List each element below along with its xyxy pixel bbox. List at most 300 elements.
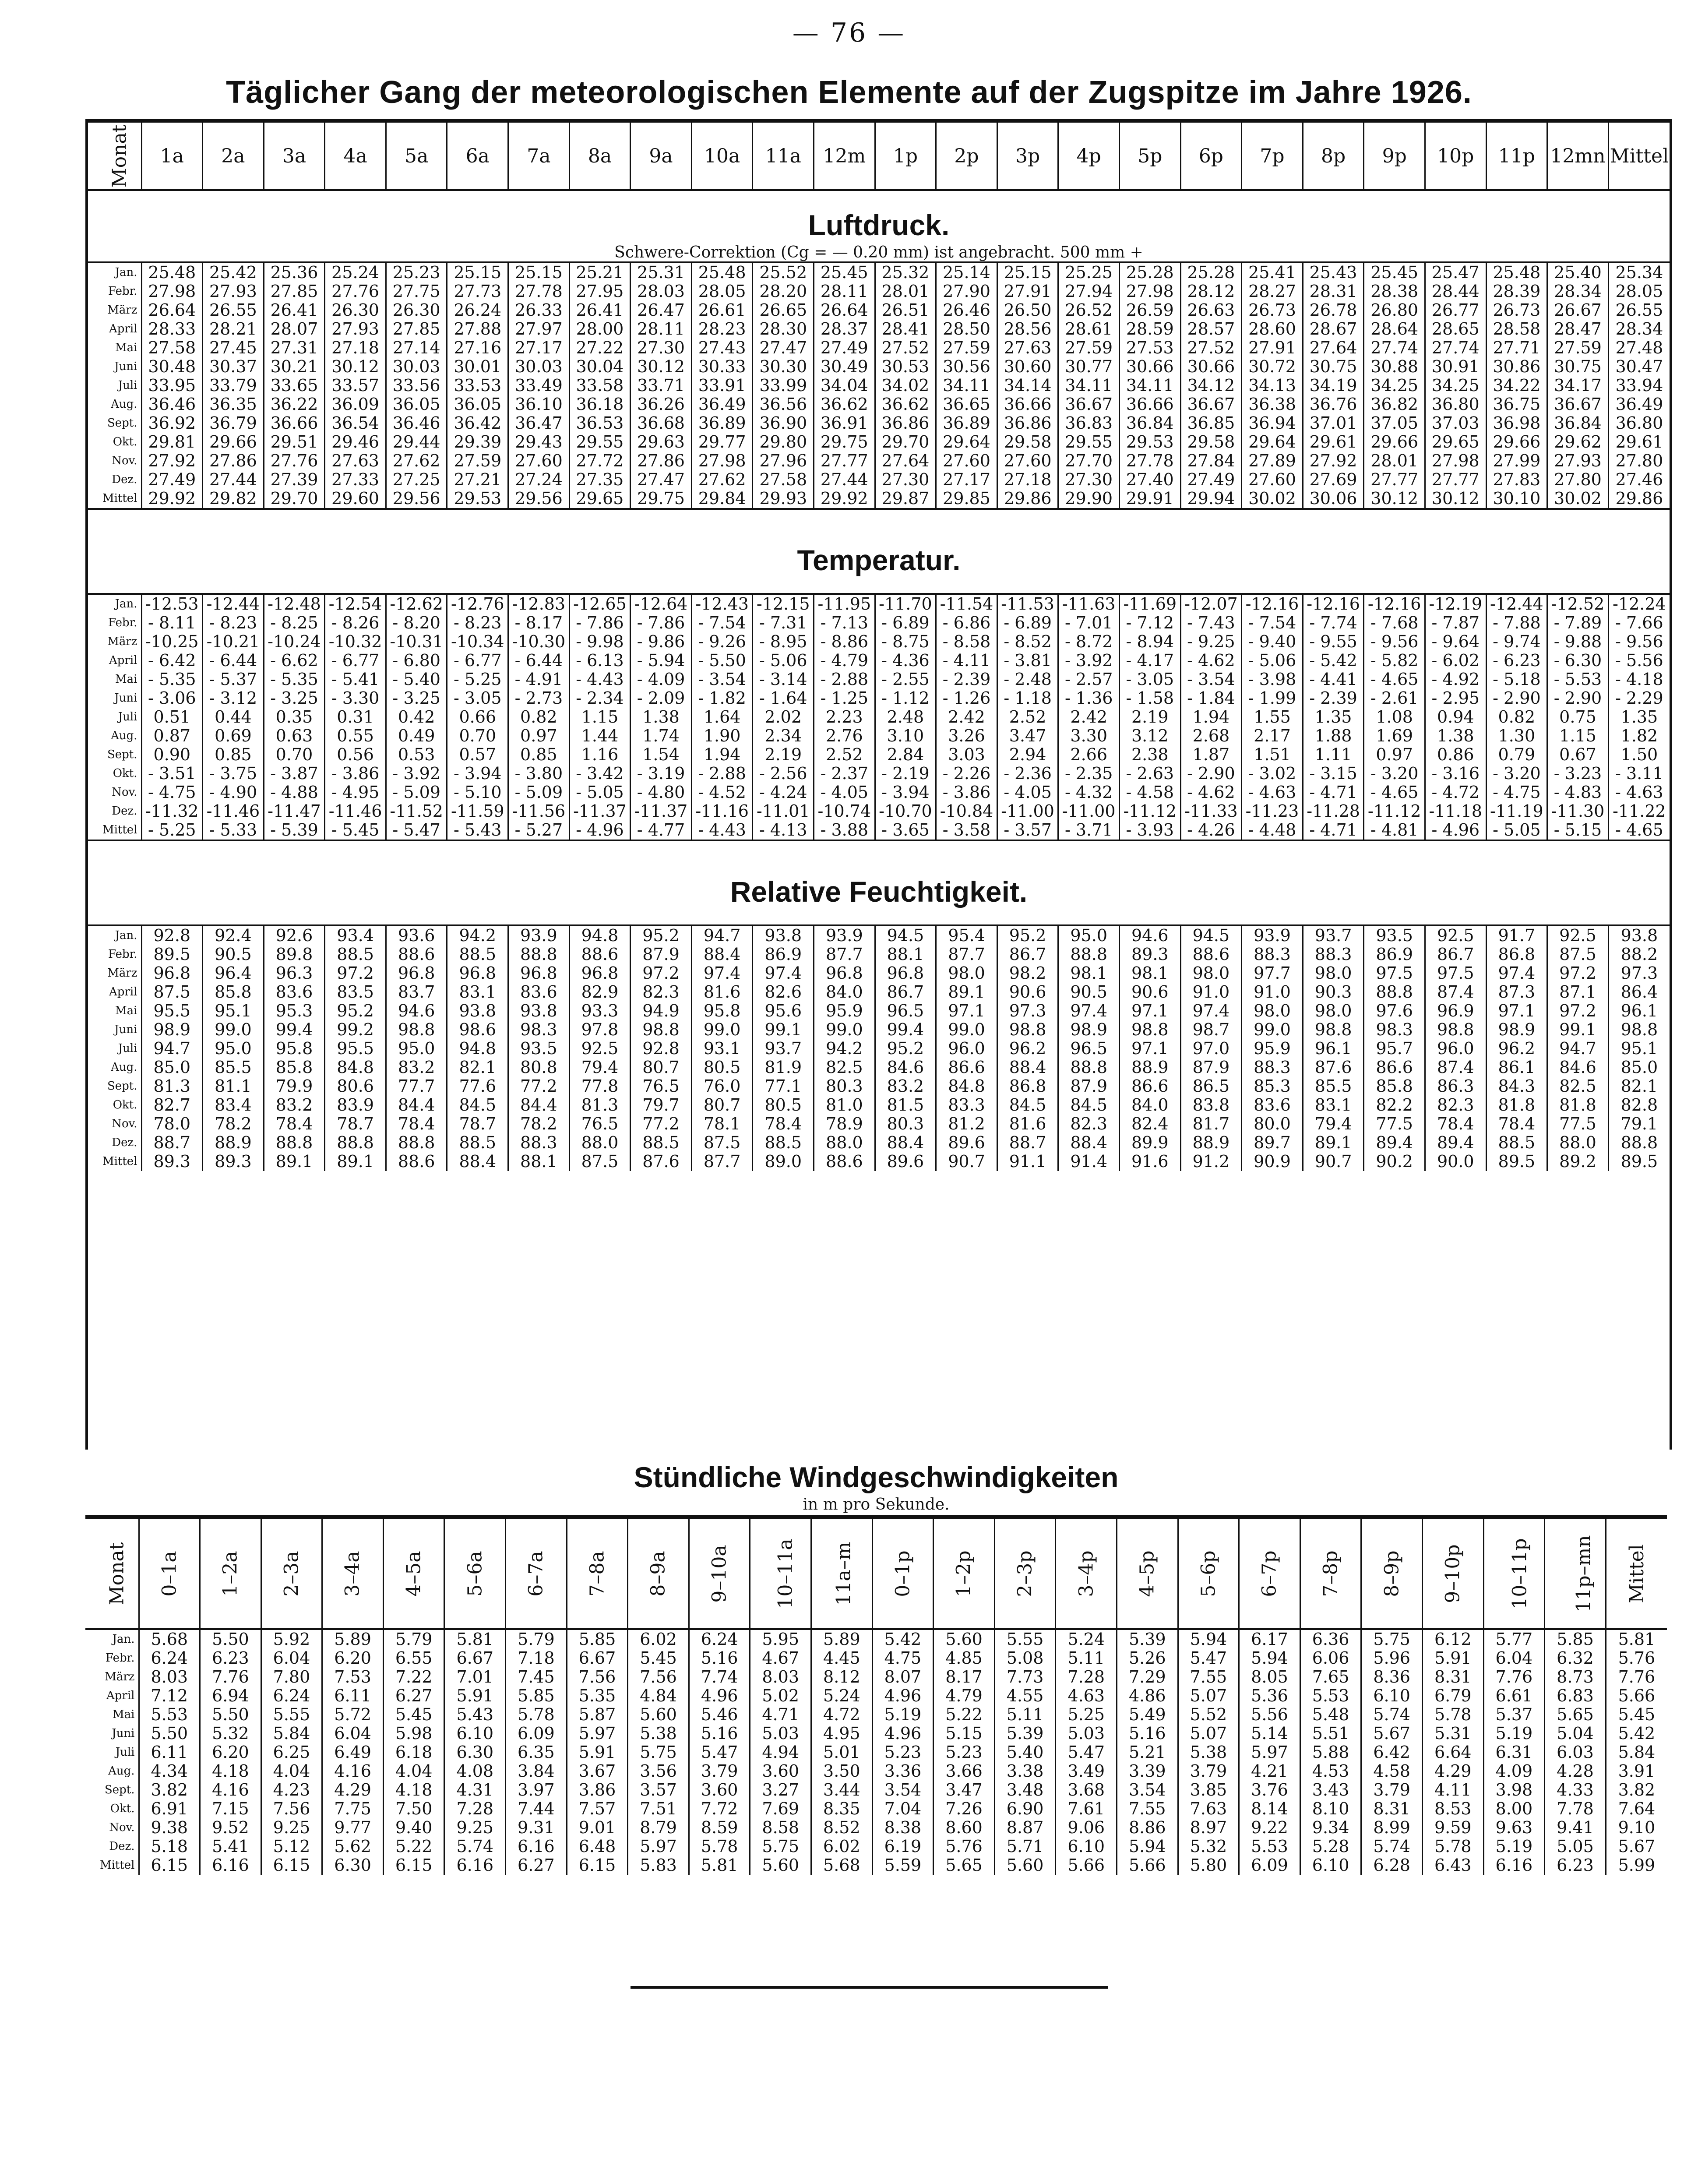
table-cell: 95.8 <box>691 1002 753 1020</box>
table-cell: 83.1 <box>1303 1096 1364 1115</box>
table-cell: - 3.92 <box>1058 651 1120 670</box>
month-label: Mai <box>88 339 141 357</box>
wind-cell: 5.38 <box>1178 1743 1239 1762</box>
table-cell: -12.15 <box>753 594 814 614</box>
table-cell: 87.5 <box>691 1133 753 1152</box>
wind-cell: 7.55 <box>1117 1799 1178 1818</box>
table-cell: 78.2 <box>508 1115 570 1133</box>
table-cell: 89.4 <box>1364 1133 1425 1152</box>
month-label: Juni <box>88 1020 141 1039</box>
table-cell: - 5.53 <box>1547 670 1609 689</box>
table-cell: 89.6 <box>875 1152 936 1171</box>
month-label: Sept. <box>88 414 141 433</box>
page-number: — 76 — <box>792 18 906 48</box>
wind-cell: 5.53 <box>139 1705 200 1724</box>
table-cell: - 4.71 <box>1303 821 1364 840</box>
table-cell: 93.8 <box>447 1002 508 1020</box>
table-cell: - 3.57 <box>997 821 1058 840</box>
month-label: Okt. <box>88 1096 141 1115</box>
table-cell: 27.43 <box>691 339 753 357</box>
wind-cell: 3.56 <box>628 1762 689 1781</box>
table-cell: 0.86 <box>1425 745 1486 764</box>
table-cell: - 3.65 <box>875 821 936 840</box>
table-cell: - 4.32 <box>1058 783 1120 802</box>
table-cell: - 5.18 <box>1486 670 1547 689</box>
table-cell: 91.6 <box>1120 1152 1181 1171</box>
table-cell: 92.4 <box>203 925 264 945</box>
wind-column-header <box>506 1517 567 1629</box>
table-cell: - 5.82 <box>1364 651 1425 670</box>
table-cell: 97.2 <box>1547 964 1609 983</box>
wind-cell: 6.23 <box>200 1649 261 1668</box>
wind-row <box>85 1799 1667 1818</box>
wind-cell: 7.28 <box>444 1799 506 1818</box>
table-cell: - 4.96 <box>569 821 631 840</box>
wind-column-label: 4–5p <box>1136 1550 1159 1597</box>
wind-cell: 7.75 <box>322 1799 384 1818</box>
column-header: 7a <box>508 123 570 190</box>
table-cell: 97.4 <box>691 964 753 983</box>
table-cell: 80.7 <box>631 1058 692 1077</box>
wind-cell: 6.02 <box>811 1837 873 1856</box>
table-cell: 1.15 <box>1547 727 1609 745</box>
table-cell: 82.7 <box>141 1096 203 1115</box>
table-cell: 1.82 <box>1620 726 1658 745</box>
table-cell: - 4.24 <box>753 783 814 802</box>
table-cell: 1.11 <box>1303 745 1364 764</box>
wind-cell: 5.81 <box>444 1629 506 1649</box>
wind-header-row <box>85 1517 1667 1629</box>
table-cell: 98.0 <box>936 964 997 983</box>
table-cell: 28.50 <box>936 320 997 339</box>
wind-cell: 7.76 <box>200 1668 261 1687</box>
wind-cell: 5.65 <box>1545 1705 1606 1724</box>
table-cell: 28.34 <box>1547 282 1609 301</box>
wind-cell: 6.19 <box>872 1837 934 1856</box>
table-cell: 33.49 <box>508 376 570 395</box>
table-cell: - 4.63 <box>1242 783 1303 802</box>
table-cell: 81.8 <box>1486 1096 1547 1115</box>
wind-cell: 6.10 <box>1056 1837 1117 1856</box>
wind-cell: 5.50 <box>139 1724 200 1743</box>
wind-cell: 4.72 <box>811 1705 873 1724</box>
table-cell: 89.3 <box>1120 945 1181 964</box>
wind-cell: 8.38 <box>872 1818 934 1837</box>
column-header: 11a <box>753 123 814 190</box>
table-cell: 28.12 <box>1180 282 1242 301</box>
table-cell: 87.7 <box>814 945 875 964</box>
table-cell: 2.48 <box>875 708 936 727</box>
table-cell: 27.89 <box>1242 452 1303 470</box>
table-cell: - 8.26 <box>325 614 386 632</box>
table-cell: - 6.44 <box>508 651 570 670</box>
table-cell: 87.1 <box>1547 983 1609 1002</box>
month-label: Febr. <box>85 1649 139 1668</box>
table-cell: -11.00 <box>1058 802 1120 821</box>
table-cell: 34.11 <box>1120 376 1181 395</box>
table-cell: - 5.39 <box>264 821 325 840</box>
wind-month-header <box>85 1517 139 1629</box>
month-label: Okt. <box>88 764 141 783</box>
column-header: 9a <box>631 123 692 190</box>
wind-cell: 6.12 <box>1422 1629 1483 1649</box>
main-table <box>85 119 1672 1450</box>
table-cell: 87.9 <box>631 945 692 964</box>
wind-cell: 6.10 <box>1300 1856 1361 1875</box>
wind-cell: 4.71 <box>750 1705 811 1724</box>
table-cell: 97.2 <box>325 964 386 983</box>
table-cell: 1.44 <box>569 727 631 745</box>
table-cell: - 3.93 <box>1120 821 1181 840</box>
wind-cell: 5.01 <box>811 1743 873 1762</box>
table-cell: 30.48 <box>141 357 203 376</box>
table-cell: 91.1 <box>997 1152 1058 1171</box>
wind-cell: 3.79 <box>1178 1762 1239 1781</box>
wind-cell: 5.41 <box>200 1837 261 1856</box>
table-cell: 98.8 <box>1120 1020 1181 1039</box>
table-cell: - 3.86 <box>936 783 997 802</box>
table-row <box>88 651 1670 670</box>
table-row <box>88 452 1670 470</box>
table-cell: 34.14 <box>997 376 1058 395</box>
table-cell: 29.46 <box>325 433 386 452</box>
wind-cell: 5.19 <box>1483 1837 1545 1856</box>
table-cell: 28.05 <box>1615 282 1663 301</box>
table-cell: 77.8 <box>569 1077 631 1096</box>
wind-cell: 8.97 <box>1178 1818 1239 1837</box>
table-cell: 30.02 <box>1547 489 1609 509</box>
table-cell: - 9.56 <box>1364 632 1425 651</box>
table-cell: - 9.74 <box>1486 632 1547 651</box>
table-cell: 98.8 <box>1303 1020 1364 1039</box>
wind-cell: 3.38 <box>994 1762 1056 1781</box>
wind-cell: 5.76 <box>934 1837 995 1856</box>
column-header: 5a <box>386 123 447 190</box>
table-cell: 98.0 <box>1180 964 1242 983</box>
table-cell: 1.08 <box>1364 708 1425 727</box>
table-cell: 83.6 <box>508 983 570 1002</box>
table-cell: 2.52 <box>997 708 1058 727</box>
table-cell: 97.1 <box>936 1002 997 1020</box>
wind-cell: 6.32 <box>1545 1649 1606 1668</box>
table-cell: - 2.88 <box>814 670 875 689</box>
table-cell: 30.12 <box>631 357 692 376</box>
table-cell: -11.47 <box>264 802 325 821</box>
table-cell: - 2.39 <box>936 670 997 689</box>
table-cell: 84.8 <box>325 1058 386 1077</box>
column-header: 6a <box>447 123 508 190</box>
wind-title: Stündliche Windgeschwindigkeiten <box>634 1461 1119 1493</box>
wind-cell: 3.97 <box>506 1781 567 1799</box>
table-cell: 0.97 <box>1364 745 1425 764</box>
table-cell: - 6.23 <box>1486 651 1547 670</box>
table-cell: 87.7 <box>691 1152 753 1171</box>
wind-cell: 6.67 <box>567 1649 628 1668</box>
wind-cell: 6.67 <box>444 1649 506 1668</box>
table-cell: 87.5 <box>569 1152 631 1171</box>
month-label: Sept. <box>88 1077 141 1096</box>
wind-cell: 3.27 <box>750 1781 811 1799</box>
table-cell: 78.4 <box>386 1115 447 1133</box>
table-cell: - 2.56 <box>753 764 814 783</box>
month-label: Mittel <box>88 489 141 509</box>
table-cell: 88.9 <box>203 1133 264 1152</box>
table-cell: 1.94 <box>1180 708 1242 727</box>
wind-cell: 9.10 <box>1618 1818 1656 1837</box>
table-cell: 94.6 <box>1120 925 1181 945</box>
wind-cell: 9.63 <box>1483 1818 1545 1837</box>
table-cell: - 3.87 <box>264 764 325 783</box>
table-cell: 98.8 <box>1425 1020 1486 1039</box>
table-cell: 28.11 <box>631 320 692 339</box>
table-cell: 30.12 <box>1364 489 1425 509</box>
wind-cell: 5.78 <box>1422 1837 1483 1856</box>
table-cell: - 5.35 <box>141 670 203 689</box>
wind-cell: 6.09 <box>506 1724 567 1743</box>
table-cell: 86.7 <box>997 945 1058 964</box>
table-cell: 30.03 <box>508 357 570 376</box>
table-cell: 81.1 <box>203 1077 264 1096</box>
table-cell: - 5.09 <box>386 783 447 802</box>
month-label: Febr. <box>88 945 141 964</box>
table-cell: 36.46 <box>386 414 447 433</box>
table-cell: - 5.43 <box>447 821 508 840</box>
wind-cell: 5.59 <box>872 1856 934 1875</box>
table-cell: 88.3 <box>508 1133 570 1152</box>
table-cell: - 6.77 <box>447 651 508 670</box>
wind-cell: 6.31 <box>1483 1743 1545 1762</box>
table-cell: -11.01 <box>753 802 814 821</box>
table-cell: 80.5 <box>691 1058 753 1077</box>
table-cell: 78.2 <box>203 1115 264 1133</box>
table-cell: 33.53 <box>447 376 508 395</box>
table-cell: 86.1 <box>1486 1058 1547 1077</box>
table-cell: - 2.57 <box>1058 670 1120 689</box>
month-label: Dez. <box>88 470 141 489</box>
wind-cell: 3.67 <box>567 1762 628 1781</box>
table-cell: - 4.36 <box>875 651 936 670</box>
table-cell: - 9.56 <box>1615 632 1663 651</box>
month-label: Jan. <box>88 925 141 945</box>
table-cell: -11.16 <box>691 802 753 821</box>
table-cell: 98.9 <box>1058 1020 1120 1039</box>
wind-column-header <box>1117 1517 1178 1629</box>
table-cell: - 2.09 <box>631 689 692 708</box>
table-cell: 86.7 <box>1425 945 1486 964</box>
table-cell: - 2.48 <box>997 670 1058 689</box>
table-cell: 1.74 <box>631 727 692 745</box>
table-cell: 26.80 <box>1364 301 1425 320</box>
table-cell: 27.93 <box>325 320 386 339</box>
table-cell: 27.86 <box>631 452 692 470</box>
wind-cell: 9.25 <box>261 1818 322 1837</box>
table-cell: 98.2 <box>997 964 1058 983</box>
wind-cell: 5.49 <box>1117 1705 1178 1724</box>
column-header: 11p <box>1486 123 1547 190</box>
table-cell: 85.5 <box>1303 1077 1364 1096</box>
table-cell: 29.65 <box>1425 433 1486 452</box>
table-cell: 89.8 <box>264 945 325 964</box>
table-cell: 98.7 <box>1180 1020 1242 1039</box>
table-cell: 37.01 <box>1303 414 1364 433</box>
table-cell: 27.33 <box>325 470 386 489</box>
wind-cell: 5.85 <box>506 1687 567 1705</box>
table-cell: 36.84 <box>1547 414 1609 433</box>
table-cell: 29.62 <box>1547 433 1609 452</box>
table-cell: 29.65 <box>569 489 631 509</box>
wind-cell: 6.16 <box>506 1837 567 1856</box>
table-cell: 94.5 <box>1180 925 1242 945</box>
table-cell: 36.67 <box>1180 395 1242 414</box>
table-cell: 25.40 <box>1547 262 1609 282</box>
table-cell: 27.58 <box>141 339 203 357</box>
table-cell: - 3.12 <box>203 689 264 708</box>
wind-cell: 4.08 <box>444 1762 506 1781</box>
table-cell: - 6.86 <box>936 614 997 632</box>
wind-cell: 4.23 <box>261 1781 322 1799</box>
table-cell: - 4.63 <box>1615 783 1663 802</box>
table-cell: 88.6 <box>569 945 631 964</box>
table-cell: 94.8 <box>447 1039 508 1058</box>
table-cell: -12.16 <box>1242 594 1303 614</box>
table-cell: -12.54 <box>325 594 386 614</box>
wind-cell: 5.60 <box>934 1629 995 1649</box>
table-cell: 27.52 <box>1180 339 1242 357</box>
table-cell: 82.4 <box>1120 1115 1181 1133</box>
table-cell: 27.60 <box>508 452 570 470</box>
table-cell: - 8.95 <box>753 632 814 651</box>
wind-cell: 6.10 <box>1361 1687 1423 1705</box>
table-cell: 3.47 <box>997 727 1058 745</box>
table-row <box>88 727 1670 745</box>
column-header: 1a <box>141 123 203 190</box>
table-cell: 95.9 <box>1242 1039 1303 1058</box>
table-cell: 33.79 <box>203 376 264 395</box>
table-cell: 27.44 <box>814 470 875 489</box>
table-cell: 80.3 <box>875 1115 936 1133</box>
table-cell: 36.66 <box>264 414 325 433</box>
table-cell: - 5.15 <box>1547 821 1609 840</box>
table-cell: - 1.84 <box>1180 689 1242 708</box>
table-cell: 78.4 <box>1486 1115 1547 1133</box>
table-cell: 92.5 <box>569 1039 631 1058</box>
wind-cell: 6.16 <box>444 1856 506 1875</box>
wind-cell: 5.47 <box>689 1743 750 1762</box>
table-cell: 28.61 <box>1058 320 1120 339</box>
wind-cell: 5.07 <box>1178 1687 1239 1705</box>
table-cell: 33.57 <box>325 376 386 395</box>
table-row <box>88 339 1670 357</box>
table-cell: 96.8 <box>569 964 631 983</box>
month-header <box>88 123 141 190</box>
table-cell: 84.5 <box>1058 1096 1120 1115</box>
table-row <box>88 282 1670 301</box>
wind-cell: 5.05 <box>1545 1837 1606 1856</box>
table-cell: 87.3 <box>1486 983 1547 1002</box>
table-cell: 94.7 <box>1547 1039 1609 1058</box>
wind-cell: 8.73 <box>1545 1668 1606 1687</box>
table-cell: 36.35 <box>203 395 264 414</box>
wind-cell: 5.89 <box>322 1629 384 1649</box>
wind-cell: 6.55 <box>383 1649 444 1668</box>
wind-column-label: 9–10a <box>708 1544 731 1603</box>
table-cell: -10.34 <box>447 632 508 651</box>
table-cell: 27.31 <box>264 339 325 357</box>
table-cell: 89.1 <box>1303 1133 1364 1152</box>
wind-cell: 7.78 <box>1545 1799 1606 1818</box>
table-row <box>88 983 1670 1002</box>
wind-cell: 5.19 <box>872 1705 934 1724</box>
table-cell: 30.04 <box>569 357 631 376</box>
table-cell: - 5.05 <box>569 783 631 802</box>
table-cell: 30.30 <box>753 357 814 376</box>
wind-cell: 7.53 <box>322 1668 384 1687</box>
table-cell: - 6.42 <box>141 651 203 670</box>
wind-cell: 5.68 <box>811 1856 873 1875</box>
table-cell: - 4.77 <box>631 821 692 840</box>
table-cell: 29.86 <box>997 489 1058 509</box>
table-cell: 26.65 <box>753 301 814 320</box>
wind-column-header <box>567 1517 628 1629</box>
wind-cell: 5.16 <box>689 1724 750 1743</box>
table-cell: 36.66 <box>1120 395 1181 414</box>
table-cell: 82.1 <box>1620 1076 1658 1096</box>
wind-cell: 6.27 <box>506 1856 567 1875</box>
table-cell: 27.88 <box>447 320 508 339</box>
table-cell: 99.0 <box>203 1020 264 1039</box>
wind-column-label: 0–1p <box>891 1550 914 1597</box>
wind-cell: 4.21 <box>1239 1762 1300 1781</box>
section-title: Temperatur. <box>797 544 961 576</box>
table-cell: 98.0 <box>1303 1002 1364 1020</box>
table-cell: 1.88 <box>1303 727 1364 745</box>
table-cell: -11.46 <box>203 802 264 821</box>
table-cell: 89.5 <box>1486 1152 1547 1171</box>
wind-cell: 5.72 <box>322 1705 384 1724</box>
table-cell: 88.6 <box>814 1152 875 1171</box>
table-cell: 29.56 <box>386 489 447 509</box>
wind-cell: 4.96 <box>689 1687 750 1705</box>
month-label: März <box>88 301 141 320</box>
table-cell: 28.33 <box>141 320 203 339</box>
table-cell: - 3.58 <box>936 821 997 840</box>
wind-cell: 5.52 <box>1178 1705 1239 1724</box>
table-cell: - 4.62 <box>1180 783 1242 802</box>
column-header: 2a <box>203 123 264 190</box>
table-cell: 97.4 <box>1058 1002 1120 1020</box>
table-cell: - 6.89 <box>875 614 936 632</box>
table-cell: 88.5 <box>447 945 508 964</box>
table-cell: - 5.25 <box>141 821 203 840</box>
table-cell: - 5.47 <box>386 821 447 840</box>
table-cell: 27.25 <box>386 470 447 489</box>
table-cell: 93.9 <box>1242 925 1303 945</box>
table-cell: 89.5 <box>1620 1152 1658 1171</box>
table-cell: 2.34 <box>753 727 814 745</box>
table-cell: 81.2 <box>936 1115 997 1133</box>
table-cell: 88.8 <box>325 1133 386 1152</box>
table-cell: 29.77 <box>691 433 753 452</box>
wind-cell: 6.20 <box>200 1743 261 1762</box>
table-cell: 2.84 <box>875 745 936 764</box>
table-cell: 96.5 <box>875 1002 936 1020</box>
table-cell: 86.7 <box>875 983 936 1002</box>
wind-cell: 5.83 <box>628 1856 689 1875</box>
column-header: 9p <box>1364 123 1425 190</box>
table-cell: 36.22 <box>264 395 325 414</box>
table-cell: 25.21 <box>569 262 631 282</box>
table-cell: 0.70 <box>264 745 325 764</box>
